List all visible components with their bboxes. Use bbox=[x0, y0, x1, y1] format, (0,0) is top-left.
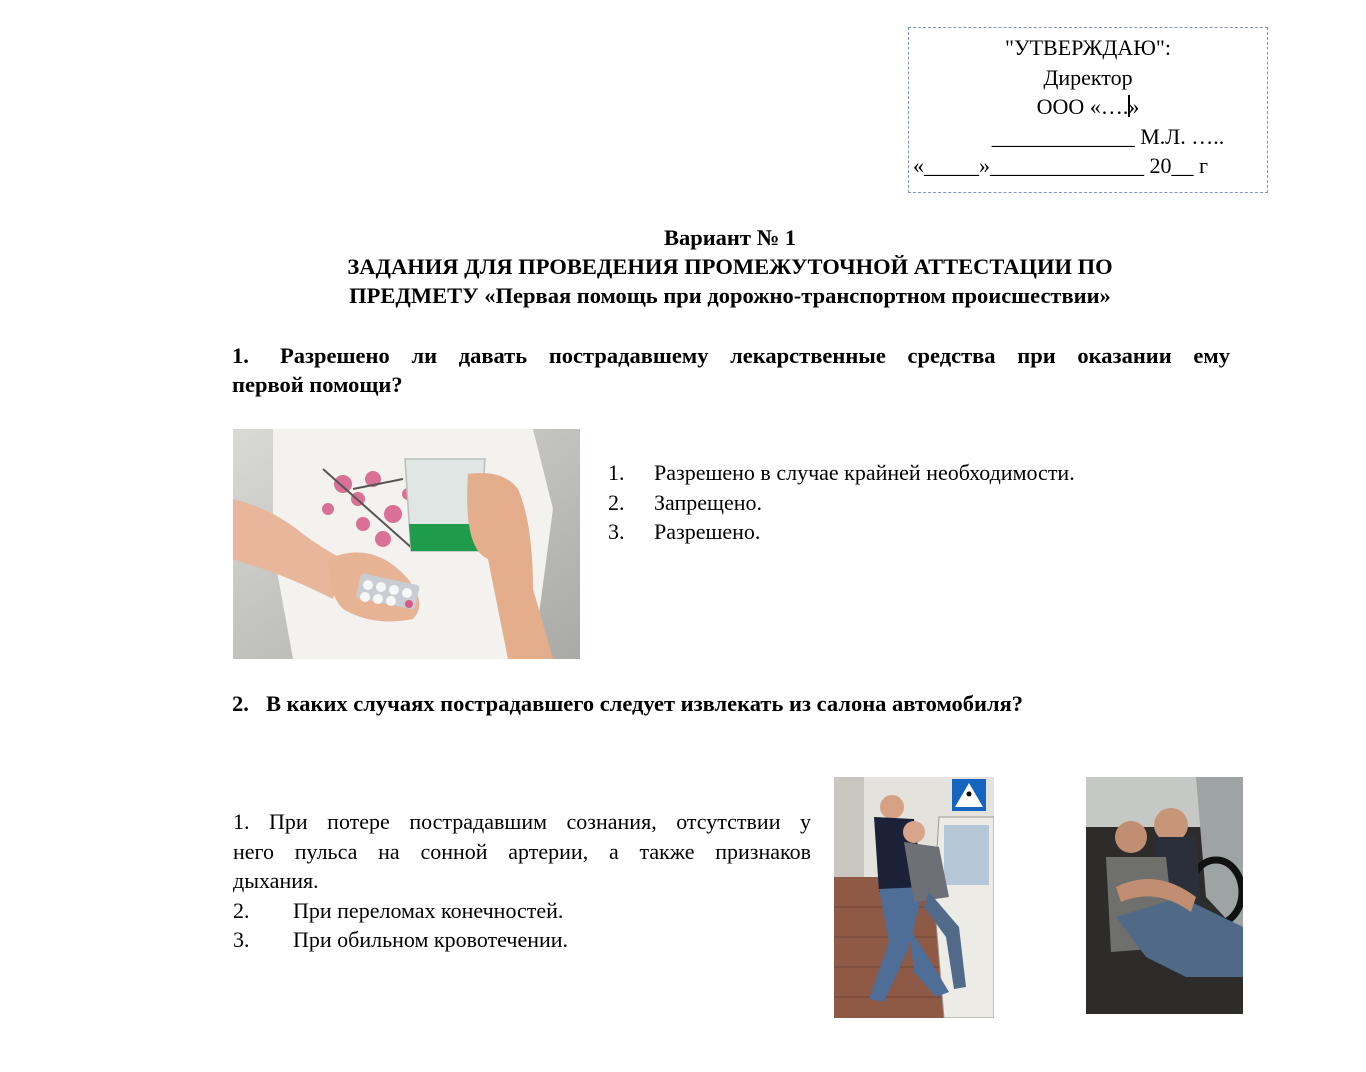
title-line-2: ПРЕДМЕТУ «Первая помощь при дорожно-транспортном происшествии» bbox=[349, 283, 1111, 308]
approval-line-position: Директор bbox=[1043, 64, 1133, 90]
question-2-number: 2. bbox=[232, 691, 249, 716]
approval-stamp bbox=[908, 27, 1268, 193]
question-1 bbox=[232, 341, 1232, 399]
question-2-text: В каких случаях пострадавшего следует извлекать из салона автомобиля? bbox=[266, 691, 1023, 716]
question-1-text-line1: Разрешено ли давать пострадавшему лекарственные средства при оказании ему bbox=[280, 343, 1230, 368]
question-1-number: 1. bbox=[232, 343, 249, 368]
answer-1-line2: него пульса на сонной артерии, а также признаков bbox=[233, 838, 811, 864]
answer-item: 2. Запрещено. bbox=[608, 489, 763, 515]
question-1-answers bbox=[608, 458, 1208, 547]
answer-item: 3. При обильном кровотечении. bbox=[233, 927, 569, 952]
rescue-photo-1-illustration bbox=[834, 777, 994, 1018]
answer-item: 3. Разрешено. bbox=[608, 519, 761, 544]
approval-line-signature: _____________ М.Л. ….. bbox=[991, 123, 1225, 149]
question-2 bbox=[232, 689, 1232, 718]
answer-1-line3: дыхания. bbox=[233, 868, 319, 893]
answer-1-line1: 1. При потере пострадавшим сознания, отсутствии у bbox=[233, 809, 811, 834]
answer-item: 1. Разрешено в случае крайней необходимости. bbox=[608, 460, 1075, 485]
photo-rescue-inside-car bbox=[1086, 777, 1243, 1014]
title-line-1: ЗАДАНИЯ ДЛЯ ПРОВЕДЕНИЯ ПРОМЕЖУТОЧНОЙ АТТЕСТАЦИИ ПО bbox=[347, 254, 1113, 279]
photo-pills-and-water bbox=[233, 429, 580, 659]
approval-line-date: «_____»______________ 20__ г bbox=[913, 153, 1209, 178]
approval-line-approve: "УТВЕРЖДАЮ": bbox=[1005, 35, 1171, 60]
photo-rescue-outside-car bbox=[834, 777, 994, 1018]
variant-heading: Вариант № 1 bbox=[663, 225, 797, 250]
question-2-answers bbox=[233, 807, 811, 955]
approval-line-company: ООО «….» bbox=[1036, 94, 1140, 119]
rescue-photo-2-illustration bbox=[1086, 777, 1243, 1014]
question-1-text-line2: первой помощи? bbox=[232, 372, 403, 397]
pills-photo-illustration bbox=[233, 429, 580, 659]
answer-item: 2. При переломах конечностей. bbox=[233, 897, 564, 923]
